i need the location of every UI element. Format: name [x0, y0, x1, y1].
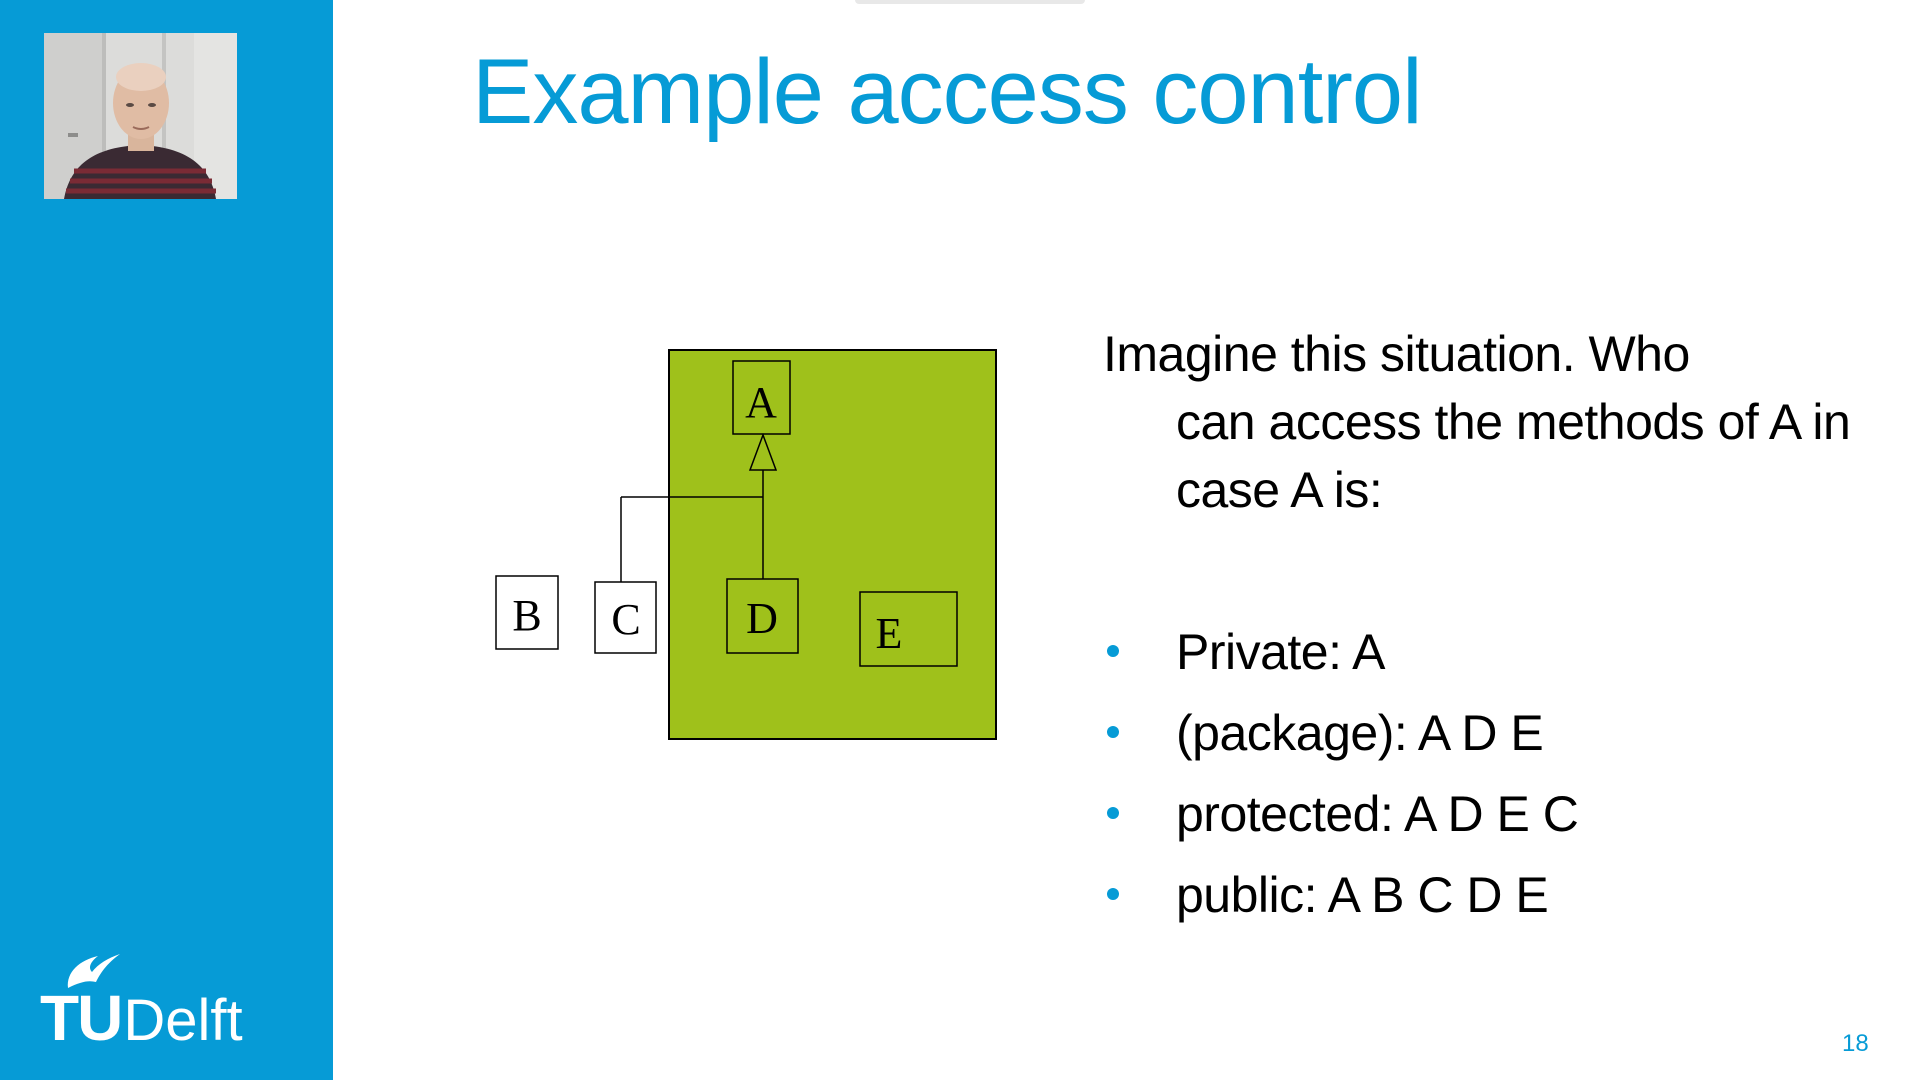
sidebar	[0, 0, 333, 1080]
answer-text: Private: A	[1176, 624, 1385, 680]
presenter-webcam	[44, 33, 237, 199]
answer-text: (package): A D E	[1176, 705, 1544, 761]
class-b-label: B	[512, 591, 542, 640]
bullet-icon	[1107, 726, 1119, 738]
answer-item	[1103, 860, 1578, 941]
question-continuation: can access the methods of A in case A is:	[1176, 394, 1851, 518]
class-a-label: A	[745, 378, 777, 427]
package-region	[669, 350, 996, 739]
tudelft-logo	[40, 950, 290, 1054]
class-c-label: C	[611, 595, 641, 644]
answer-item	[1103, 698, 1578, 779]
presenter-video-icon	[44, 33, 237, 199]
answer-text: public: A B C D E	[1176, 867, 1549, 923]
access-control-diagram	[480, 340, 1010, 760]
bullet-icon	[1107, 645, 1119, 657]
question-text	[1103, 320, 1883, 524]
top-tab-handle	[855, 0, 1085, 4]
page-number: 18	[1842, 1030, 1869, 1057]
answer-text: protected: A D E C	[1176, 786, 1579, 842]
logo-delft-text: Delft	[123, 988, 243, 1053]
class-e-label: E	[875, 609, 903, 658]
bullet-icon	[1107, 807, 1119, 819]
logo-tu-text: TU	[40, 982, 122, 1054]
flame-icon	[62, 950, 122, 990]
class-d-label: D	[746, 594, 778, 643]
slide-title: Example access control	[472, 41, 1422, 143]
bullet-icon	[1107, 888, 1119, 900]
answer-list	[1103, 617, 1578, 941]
answer-item	[1103, 779, 1578, 860]
question-first-line: Imagine this situation. Who	[1103, 326, 1690, 382]
answer-item	[1103, 617, 1578, 698]
